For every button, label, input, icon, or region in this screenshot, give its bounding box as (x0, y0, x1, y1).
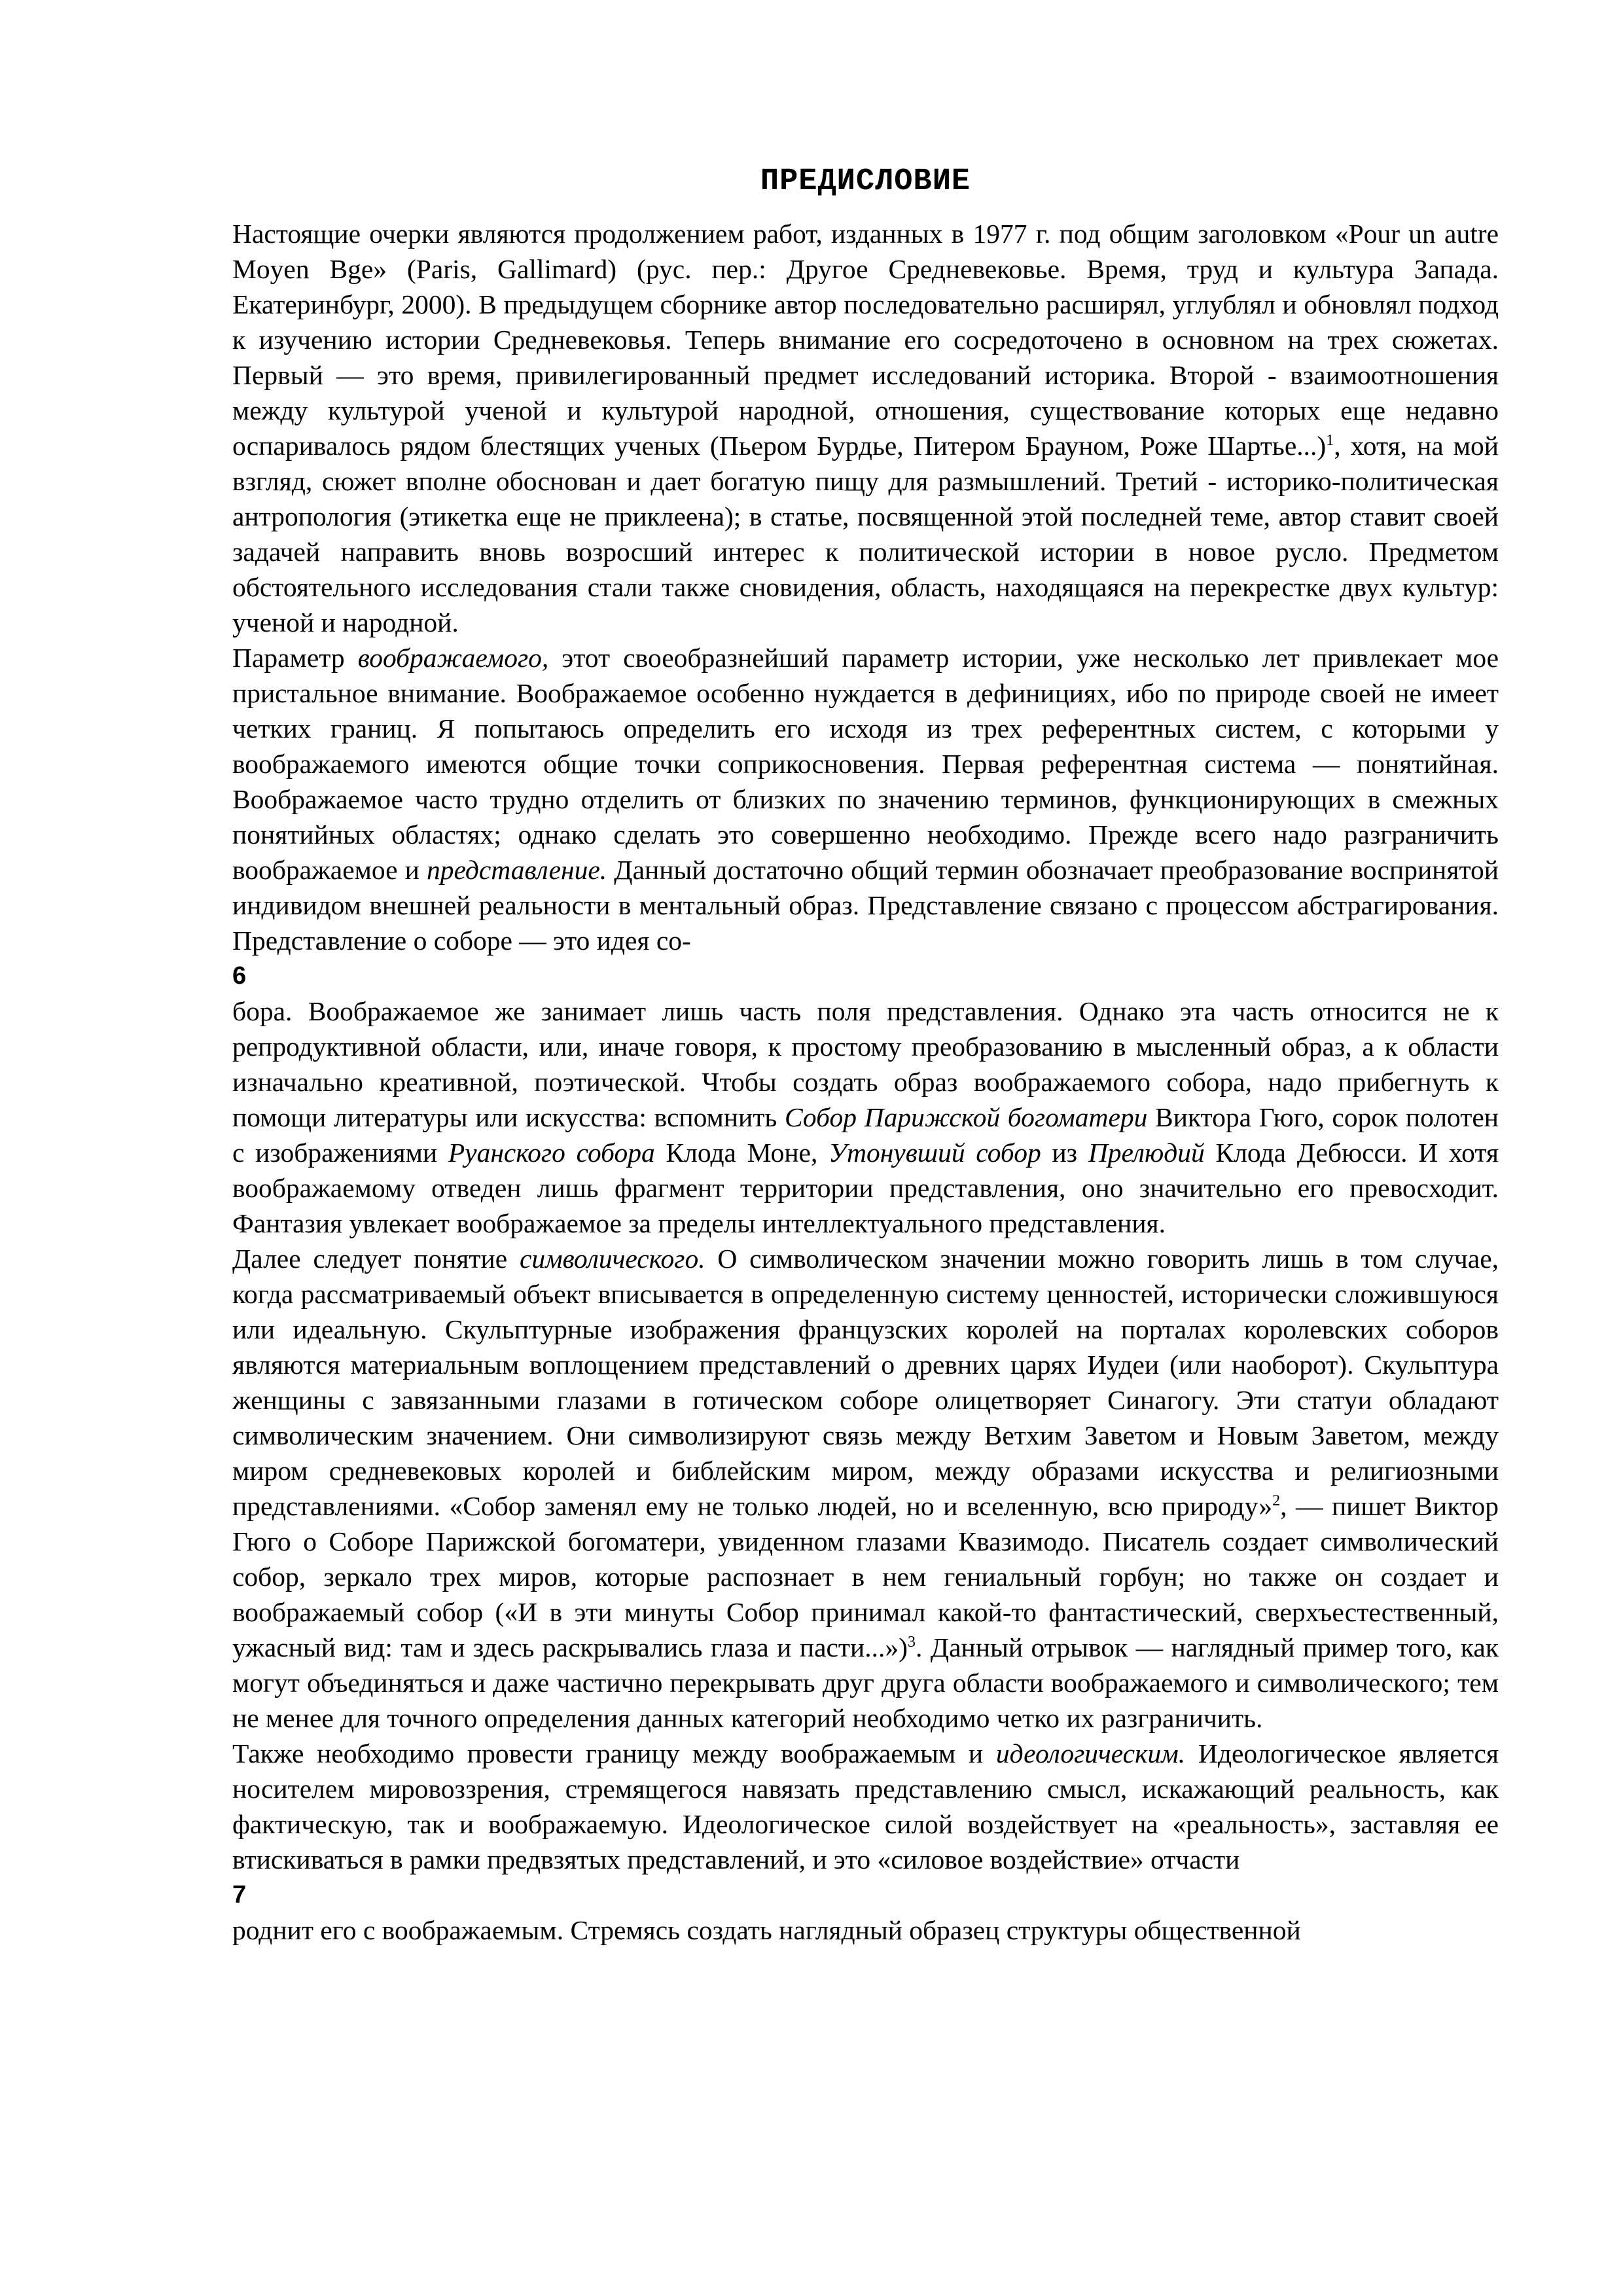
page-number-7: 7 (232, 1881, 247, 1909)
footnote-ref-2[interactable]: 2 (1272, 1492, 1281, 1510)
page-title: ПРЕДИСЛОВИЕ (760, 164, 971, 199)
paragraph-ideological: Также необходимо провести границу между воображаемым и идеологическим. Идеологическое является носителем мировоззрения, стремящегося навязать представлению смысл, искажающий реальность, как фактическую, так и воображаемую. Идеологическое силой воздействует на «реальность», заставляя ее втискиваться в рамки предвзятых представлений, и это «силовое воздействие» отчасти (232, 1738, 1499, 1874)
footnote-ref-3[interactable]: 3 (907, 1634, 916, 1651)
paragraph-imaginary: Параметр воображаемого, этот своеобразнейший параметр истории, уже несколько лет привлекает мое пристальное внимание. Воображаемое особенно нуждается в дефинициях, ибо по природе своей не имеет четких границ. Я попытаюсь определить его исходя из трех референтных систем, с которыми у воображаемого имеются общие точки соприкосновения. Первая референтная система — понятийная. Воображаемое часто трудно отделить от близких по значению терминов, функционирующих в смежных понятийных областях; однако сделать это совершенно необходимо. Прежде всего надо разграничить воображаемое и представление. Данный достаточно общий термин обозначает преобразование воспринятой индивидом внешней реальности в ментальный образ. Представление связано с процессом абстрагирования. Представление о соборе — это идея со- (232, 643, 1499, 956)
page-number-6: 6 (232, 962, 247, 990)
body-text (232, 216, 1499, 1948)
footnote-ref-1[interactable]: 1 (1326, 432, 1334, 450)
paragraph-symbolic: Далее следует понятие символического. О символическом значении можно говорить лишь в том случае, когда рассматриваемый объект вписывается в определенную систему ценностей, исторически сложившуюся или идеальную. Скульптурные изображения французских королей на порталах королевских соборов являются материальным воплощением представлений о древних царях Иудеи (или наоборот). Скульптура женщины с завязанными глазами в готическом соборе олицетворяет Синагогу. Эти статуи обладают символическим значением. Они символизируют связь между Ветхим Заветом и Новым Заветом, между миром средневековых королей и библейским миром, между образами искусства и религиозными представлениями. «Собор заменял ему не только людей, но и вселенную, всю природу»$^2$, — пишет Виктор Гюго о Соборе Парижской богоматери, увиденном глазами Квазимодо. Писатель создает символический собор, зеркало трех миров, которые распознает в нем гениальный горбун; но также он создает и воображаемый собор («И в эти минуты Собор принимал какой-то фантастический, сверхъестественный, ужасный вид: там и здесь раскрывались глаза и пасти...»)$^3$. Данный отрывок — наглядный пример того, как могут объединяться и даже частично перекрывать друг друга области воображаемого и символического; тем не менее для точного определения данных категорий необходимо четко их разграничить. (232, 1244, 1499, 1733)
paragraph-continuation: роднит его с воображаемым. Стремясь создать наглядный образец структуры общественной (232, 1915, 1301, 1945)
paragraph-intro: Настоящие очерки являются продолжением работ, изданных в 1977 г. под общим заголовком «Pour un autre Moyen Bge» (Paris, Gallimard) (рус. пер.: Другое Средневековье. Время, труд и культура Запада. Екатеринбург, 2000). В предыдущем сборнике автор последовательно расширял, углублял и обновлял подход к изучению истории Средневековья. Теперь внимание его сосредоточено в основном на трех сюжетах. Первый — это время, привилегированный предмет исследований историка. Второй - взаимоотношения между культурой ученой и культурой народной, отношения, существование которых еще недавно оспаривалось рядом блестящих ученых (Пьером Бурдье, Питером Брауном, Роже Шартье...)$^1$, хотя, на мой взгляд, сюжет вполне обоснован и дает богатую пищу для размышлений. Третий - историко-политическая антропология (этикетка еще не приклеена); в статье, посвященной этой последней теме, автор ставит своей задачей направить вновь возросший интерес к политической истории в новое русло. Предметом обстоятельного исследования стали также сновидения, область, находящаяся на перекрестке двух культур: ученой и народной. (232, 219, 1499, 637)
paragraph-representation: бора. Воображаемое же занимает лишь часть поля представления. Однако эта часть относится не к репродуктивной области, или, иначе говоря, к простому преобразованию в мысленный образ, а к области изначально креативной, поэтической. Чтобы создать образ воображаемого собора, надо прибегнуть к помощи литературы или искусства: вспомнить Собор Парижской богоматери Виктора Гюго, сорок полотен с изображениями Руанского собора Клода Моне, Утонувший собор из Прелюдий Клода Дебюсси. И хотя воображаемому отведен лишь фрагмент территории представления, оно значительно его превосходит. Фантазия увлекает воображаемое за пределы интеллектуального представления. (232, 996, 1499, 1238)
